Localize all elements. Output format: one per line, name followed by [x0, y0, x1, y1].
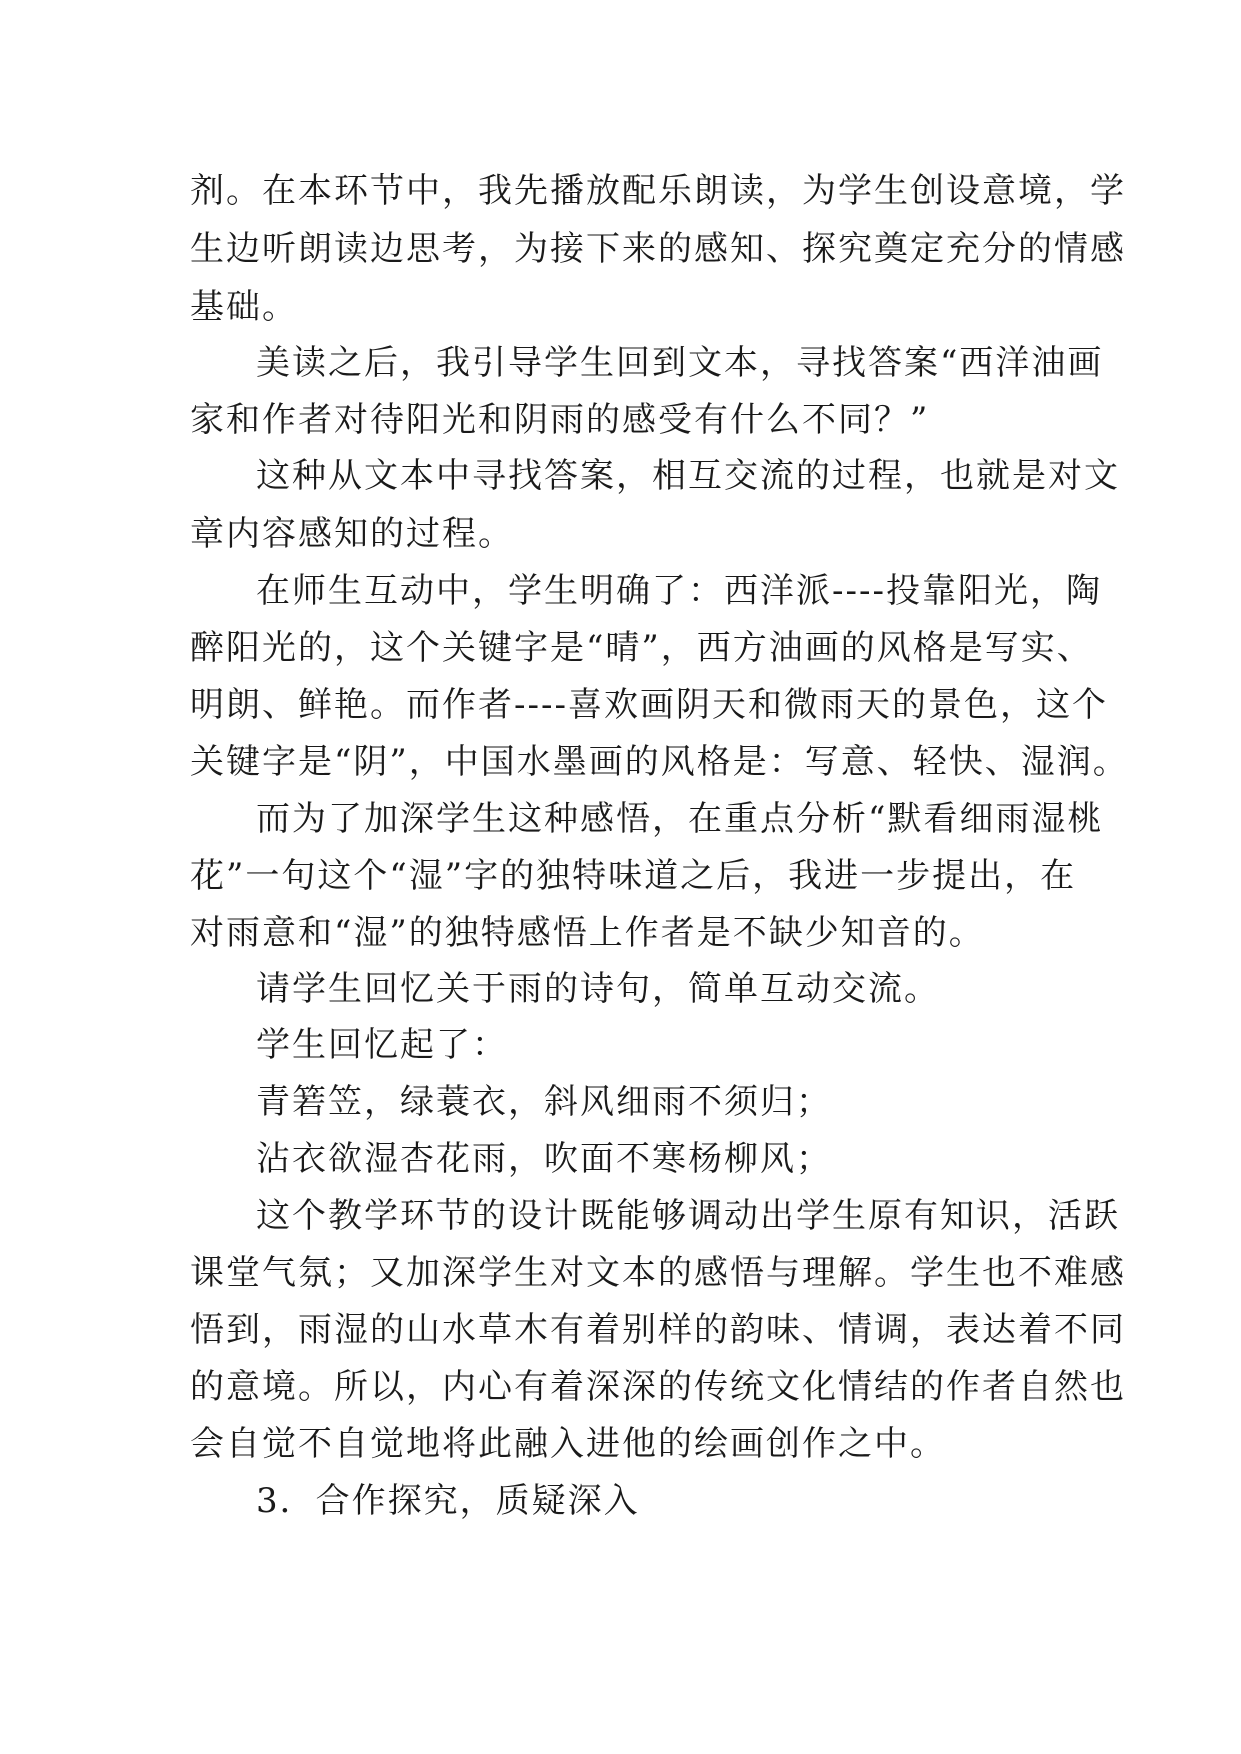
text-line: 家和作者对待阳光和阴雨的感受有什么不同？”: [190, 400, 930, 440]
text-line: 的意境。所以，内心有着深深的传统文化情结的作者自然也: [190, 1367, 1126, 1407]
text-line: 这个教学环节的设计既能够调动出学生原有知识，活跃: [256, 1196, 1120, 1236]
text-line: 课堂气氛；又加深学生对文本的感悟与理解。学生也不难感: [190, 1253, 1126, 1293]
text-line: 在师生互动中，学生明确了：西洋派----投靠阳光，陶: [256, 571, 1102, 611]
text-line: 青箬笠，绿蓑衣，斜风细雨不须归；: [256, 1082, 832, 1122]
text-line: 会自觉不自觉地将此融入进他的绘画创作之中。: [190, 1424, 946, 1464]
text-line: 章内容感知的过程。: [190, 514, 514, 554]
text-line: 美读之后，我引导学生回到文本，寻找答案“西洋油画: [256, 343, 1104, 383]
text-line: 对雨意和“湿”的独特感悟上作者是不缺少知音的。: [190, 913, 985, 953]
text-line: 请学生回忆关于雨的诗句，简单互动交流。: [256, 969, 940, 1009]
text-line: 学生回忆起了：: [256, 1025, 508, 1065]
text-line: 沾衣欲湿杏花雨，吹面不寒杨柳风；: [256, 1139, 832, 1179]
text-line: 悟到，雨湿的山水草木有着别样的韵味、情调，表达着不同: [190, 1310, 1126, 1350]
text-line: 这种从文本中寻找答案，相互交流的过程，也就是对文: [256, 456, 1120, 496]
text-line: 关键字是“阴”，中国水墨画的风格是：写意、轻快、湿润。: [190, 742, 1129, 782]
text-line: 基础。: [190, 287, 298, 327]
text-line: 生边听朗读边思考，为接下来的感知、探究奠定充分的情感: [190, 229, 1126, 269]
text-line: 醉阳光的，这个关键字是“晴”，西方油画的风格是写实、: [190, 628, 1093, 668]
section-heading: 3．合作探究，质疑深入: [256, 1481, 640, 1521]
text-line: 花”一句这个“湿”字的独特味道之后，我进一步提出，在: [190, 856, 1077, 896]
text-line: 明朗、鲜艳。而作者----喜欢画阴天和微雨天的景色，这个: [190, 685, 1108, 725]
text-line: 而为了加深学生这种感悟，在重点分析“默看细雨湿桃: [256, 799, 1104, 839]
text-line: 剂。在本环节中，我先播放配乐朗读，为学生创设意境，学: [190, 171, 1126, 211]
